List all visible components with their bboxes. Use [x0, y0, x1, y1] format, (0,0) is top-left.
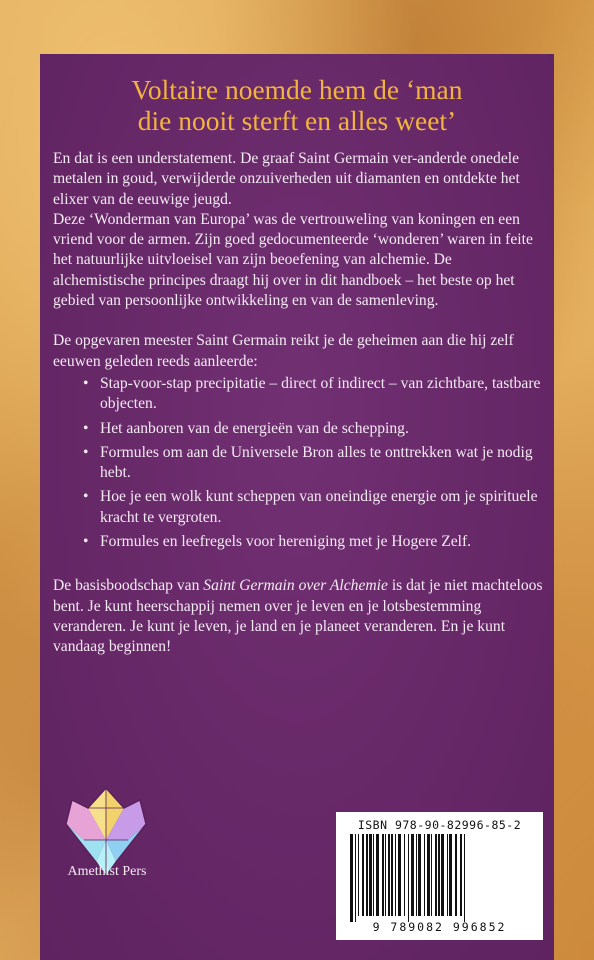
list-item: • Het aanboren van de energieën van de schepping. [53, 419, 545, 439]
barcode [336, 812, 543, 940]
bullet-icon: • [83, 419, 89, 437]
intro-paragraph-2: Deze ‘Wonderman van Europa’ was de vertrouweling van koningen en een vriend voor de armen. Zijn goed gedocumenteerde ‘wonderen’ waren in feite het natuurlijke uitvloeisel van zijn beoefening van alchemie. De alchemistische principes draagt hij over in dit handboek – het beste op het gebied van persoonlijke ontwikkeling en van de samenleving. [53, 210, 533, 310]
bullet-icon: • [83, 374, 89, 392]
headline [40, 74, 554, 136]
bullet-icon: • [83, 488, 89, 506]
isbn-label: ISBN 978-90-82996-85-2 [357, 818, 522, 832]
list-item: • Hoe je een wolk kunt scheppen van oneindige energie om je spirituele kracht te vergroten. [83, 488, 538, 526]
intro-paragraph-1: En dat is een understatement. De graaf Saint Germain ver-anderde onedele metalen in goud, verwijderde onzuiverheden uit diamanten en ontdekte het elixer van de eeuwige jeugd. [53, 150, 520, 208]
list-item: • Formules en leefregels voor hereniging met je Hogere Zelf. [53, 532, 545, 552]
secrets-lead: De opgevaren meester Saint Germain reikt je de geheimen aan die hij zelf eeuwen geleden reeds aanleerde: [53, 332, 514, 370]
list-item: • Stap-voor-stap precipitatie – direct of indirect – van zichtbare, tastbare objecten. [83, 374, 541, 413]
blurb-body [53, 149, 545, 658]
bullet-icon: • [83, 443, 89, 461]
book-title: Saint Germain over Alchemie [203, 577, 388, 595]
headline-line-1: Voltaire noemde hem de ‘man [131, 74, 463, 105]
publisher-name: Amethist Pers [67, 864, 147, 879]
headline-line-2: die nooit sterft en alles weet’ [137, 105, 457, 136]
list-item: • Formules om aan de Universele Bron alles te onttrekken wat je nodig hebt. [83, 443, 533, 482]
bullet-icon: • [83, 533, 89, 551]
secrets-list [53, 374, 545, 552]
closing-paragraph: De basisboodschap van Saint Germain over Alchemie is dat je niet machteloos bent. Je kunt heerschappij nemen over je leven en je lotsbestemming veranderen. Je kunt je leven, je land en je planeet veranderen. En je kunt vandaag beginnen! [53, 577, 543, 656]
barcode-digits: 9 789082 996852 [372, 920, 507, 934]
